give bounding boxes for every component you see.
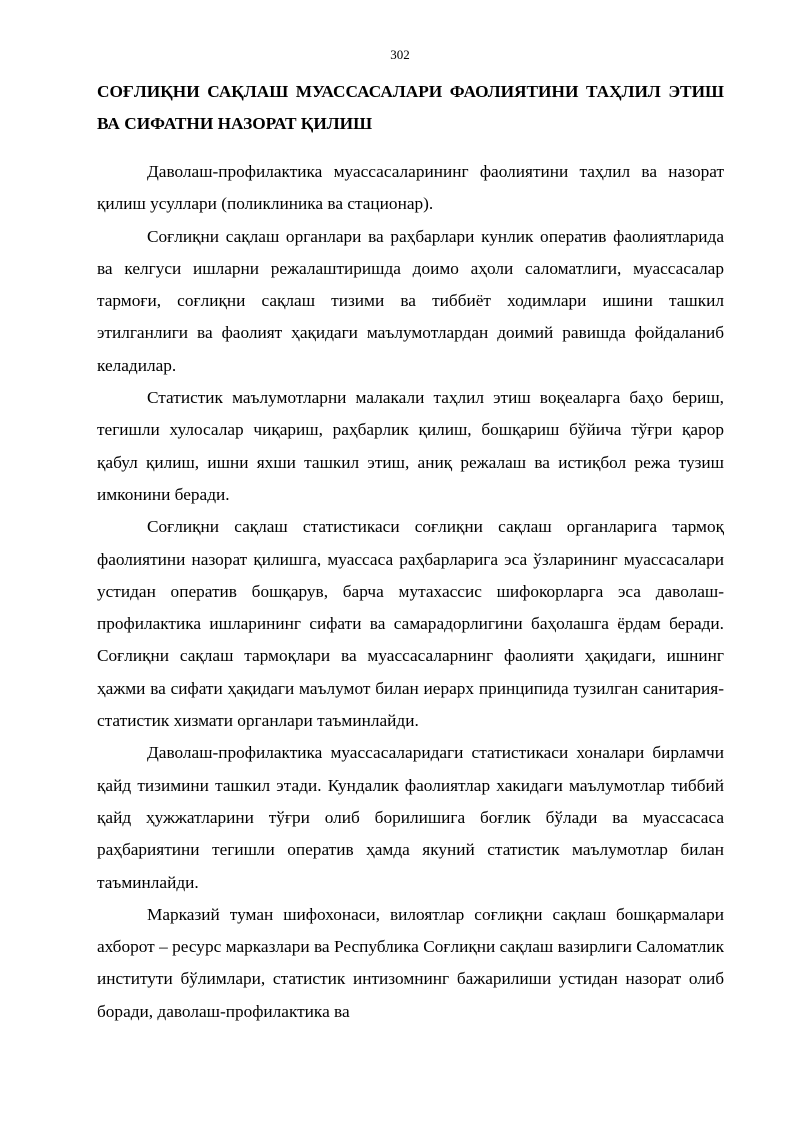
page-number: 302 bbox=[390, 47, 410, 62]
paragraph: Соғлиқни сақлаш статистикаси соғлиқни сақлаш органларига тармоқ фаолиятини назорат қилишга, муассаса раҳбарларига эса ўзларининг муассасалари устидан оператив бошқарув, барча мутахассис шифокорларга эса даволаш-профилактика ишларининг сифати ва самарадорлигини баҳолашга ёрдам беради. Соғлиқни сақлаш тармоқлари ва муассасаларнинг фаолияти ҳақидаги, ишнинг ҳажми ва сифати ҳақидаги маълумот билан иерарх принципида тузилган санитария-статистик хизмати органлари таъминлайди. bbox=[97, 517, 724, 731]
paragraph: Соғлиқни сақлаш органлари ва раҳбарлари кунлик оператив фаолиятларида ва келгуси ишларни режалаштиришда доимо аҳоли саломатлиги, муассасалар тармоғи, соғлиқни сақлаш тизими ва тиббиёт ходимлари ишини ташкил этилганлиги ва фаолият ҳақидаги маълумотлардан доимий равишда фойдаланиб келадилар. bbox=[97, 226, 724, 375]
body-text bbox=[97, 156, 724, 1028]
paragraph: Марказий туман шифохонаси, вилоятлар соғлиқни сақлаш бошқармалари ахборот – ресурс марказлари ва Республика Соғлиқни сақлаш вазирлиги Саломатлик институти бўлимлари, статистик интизомнинг бажарилиши устидан назорат олиб боради, даволаш-профилактика ва bbox=[97, 904, 724, 1021]
paragraph: Даволаш-профилактика муассасаларининг фаолиятини таҳлил ва назорат қилиш усуллари (поликлиника ва стационар). bbox=[97, 162, 724, 214]
section-heading: СОҒЛИҚНИ САҚЛАШ МУАССАСАЛАРИ ФАОЛИЯТИНИ ТАҲЛИЛ ЭТИШ ВА СИФАТНИ НАЗОРАТ ҚИЛИШ bbox=[97, 82, 724, 133]
paragraph: Даволаш-профилактика муассасаларидаги статистикаси хоналари бирламчи қайд тизимини ташкил этади. Кундалик фаолиятлар хакидаги маълумотлар тиббий қайд ҳужжатларини тўғри олиб борилишига боғлик бўлади ва муассасаса раҳбариятини тегишли оператив ҳамда якуний статистик маълумотлар билан таъминлайди. bbox=[97, 743, 724, 892]
paragraph: Статистик маълумотларни малакали таҳлил этиш воқеаларга баҳо бериш, тегишли хулосалар чиқариш, раҳбарлик қилиш, бошқариш бўйича тўғри қарор қабул қилиш, ишни яхши ташкил этиш, аниқ режалаш ва истиқбол режа тузиш имконини беради. bbox=[97, 388, 724, 504]
